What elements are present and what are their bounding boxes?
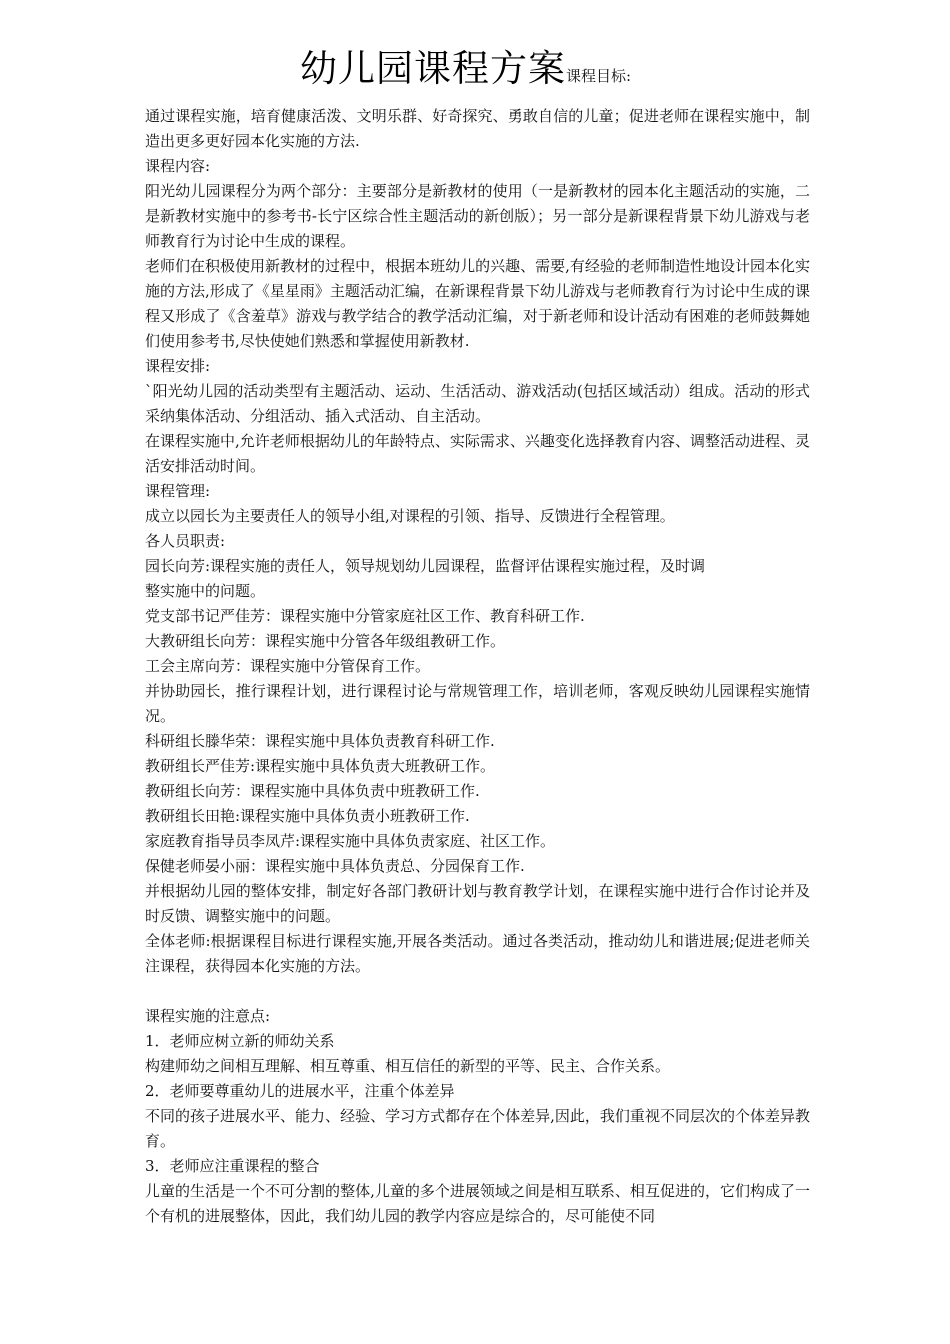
heading-implementation-notes: 课程实施的注意点: (145, 1007, 271, 1025)
paragraph-course-parts: 阳光幼儿园课程分为两个部分：主要部分是新教材的使用（一是新教材的园本化主题活动的实施，二是新教材实施中的参考书-长宁区综合性主题活动的新创版）；另一部分是新课程背景下幼儿游戏与老师教育行为讨论中生成的课程。 (145, 182, 810, 250)
duty-science-research: 科研组长滕华荣：课程实施中具体负责教育科研工作. (145, 732, 495, 750)
paragraph-all-teachers: 全体老师:根据课程目标进行课程实施,开展各类活动。通过各类活动，推动幼儿和谐进展;促进老师关注课程，获得园本化实施的方法。 (145, 932, 810, 975)
paragraph-course-goal: 通过课程实施，培育健康活泼、文明乐群、好奇探究、勇敢自信的儿童；促进老师在课程实施中，制造出更多更好园本化实施的方法. (145, 107, 810, 150)
note-2-body: 不同的孩子进展水平、能力、经验、学习方式都存在个体差异,因此，我们重视不同层次的个体差异教育。 (145, 1107, 810, 1150)
course-goal-heading: 课程目标: (566, 67, 632, 85)
document-title: 幼儿园课程方案 (300, 47, 566, 90)
duty-family-education: 家庭教育指导员李凤芹:课程实施中具体负责家庭、社区工作。 (145, 832, 556, 850)
document-body (145, 104, 810, 1229)
paragraph-teachers-practice: 老师们在积极使用新教材的过程中，根据本班幼儿的兴趣、需要,有经验的老师制造性地设计园本化实施的方法,形成了《星星雨》主题活动汇编，在新课程背景下幼儿游戏与老师教育行为讨论中生成的课程又形成了《含羞草》游戏与教学结合的教学活动汇编，对于新老师和设计活动有困难的老师鼓舞她们使用参考书,尽快使她们熟悉和掌握使用新教材. (145, 257, 810, 350)
title-row (300, 47, 632, 90)
heading-course-content: 课程内容: (145, 157, 211, 175)
note-2-heading: 2．老师要尊重幼儿的进展水平，注重个体差异 (145, 1082, 455, 1100)
heading-course-management: 课程管理: (145, 482, 211, 500)
note-1-heading: 1．老师应树立新的师幼关系 (145, 1032, 335, 1050)
note-3-heading: 3．老师应注重课程的整合 (145, 1157, 320, 1175)
paragraph-flexibility: 在课程实施中,允许老师根据幼儿的年龄特点、实际需求、兴趣变化选择教育内容、调整活动进程、灵活安排活动时间。 (145, 432, 810, 475)
note-1-body: 构建师幼之间相互理解、相互尊重、相互信任的新型的平等、民主、合作关系。 (145, 1057, 671, 1075)
duty-senior-class: 教研组长严佳芳:课程实施中具体负责大班教研工作。 (145, 757, 496, 775)
paragraph-leadership-group: 成立以园长为主要责任人的领导小组,对课程的引领、指导、反馈进行全程管理。 (145, 507, 675, 525)
duty-junior-class: 教研组长田艳:课程实施中具体负责小班教研工作. (145, 807, 470, 825)
duty-principal: 园长向芳:课程实施的责任人，领导规划幼儿园课程，监督评估课程实施过程，及时调 (145, 557, 706, 575)
duty-principal-continued: 整实施中的问题。 (145, 582, 266, 600)
duty-research-leader: 大教研组长向芳：课程实施中分管各年级组教研工作。 (145, 632, 506, 650)
heading-course-arrangement: 课程安排: (145, 357, 211, 375)
paragraph-assist-principal: 并协助园长，推行课程计划，进行课程讨论与常规管理工作，培训老师，客观反映幼儿园课程实施情况。 (145, 682, 810, 725)
blank-line (145, 979, 810, 1004)
heading-staff-duties: 各人员职责: (145, 532, 226, 550)
duty-union-chair: 工会主席向芳：课程实施中分管保育工作。 (145, 657, 431, 675)
duty-party-secretary: 党支部书记严佳芳：课程实施中分管家庭社区工作、教育科研工作. (145, 607, 585, 625)
paragraph-department-plans: 并根据幼儿园的整体安排，制定好各部门教研计划与教育教学计划，在课程实施中进行合作讨论并及时反馈、调整实施中的问题。 (145, 882, 810, 925)
duty-health-teacher: 保健老师晏小丽：课程实施中具体负责总、分园保育工作. (145, 857, 525, 875)
duty-middle-class: 教研组长向芳：课程实施中具体负责中班教研工作. (145, 782, 480, 800)
note-3-body: 儿童的生活是一个不可分割的整体,儿童的多个进展领域之间是相互联系、相互促进的，它们构成了一个有机的进展整体，因此，我们幼儿园的教学内容应是综合的，尽可能使不同 (145, 1182, 810, 1225)
paragraph-activity-types: `阳光幼儿园的活动类型有主题活动、运动、生活活动、游戏活动(包括区域活动）组成。活动的形式采纳集体活动、分组活动、插入式活动、自主活动。 (145, 382, 810, 425)
